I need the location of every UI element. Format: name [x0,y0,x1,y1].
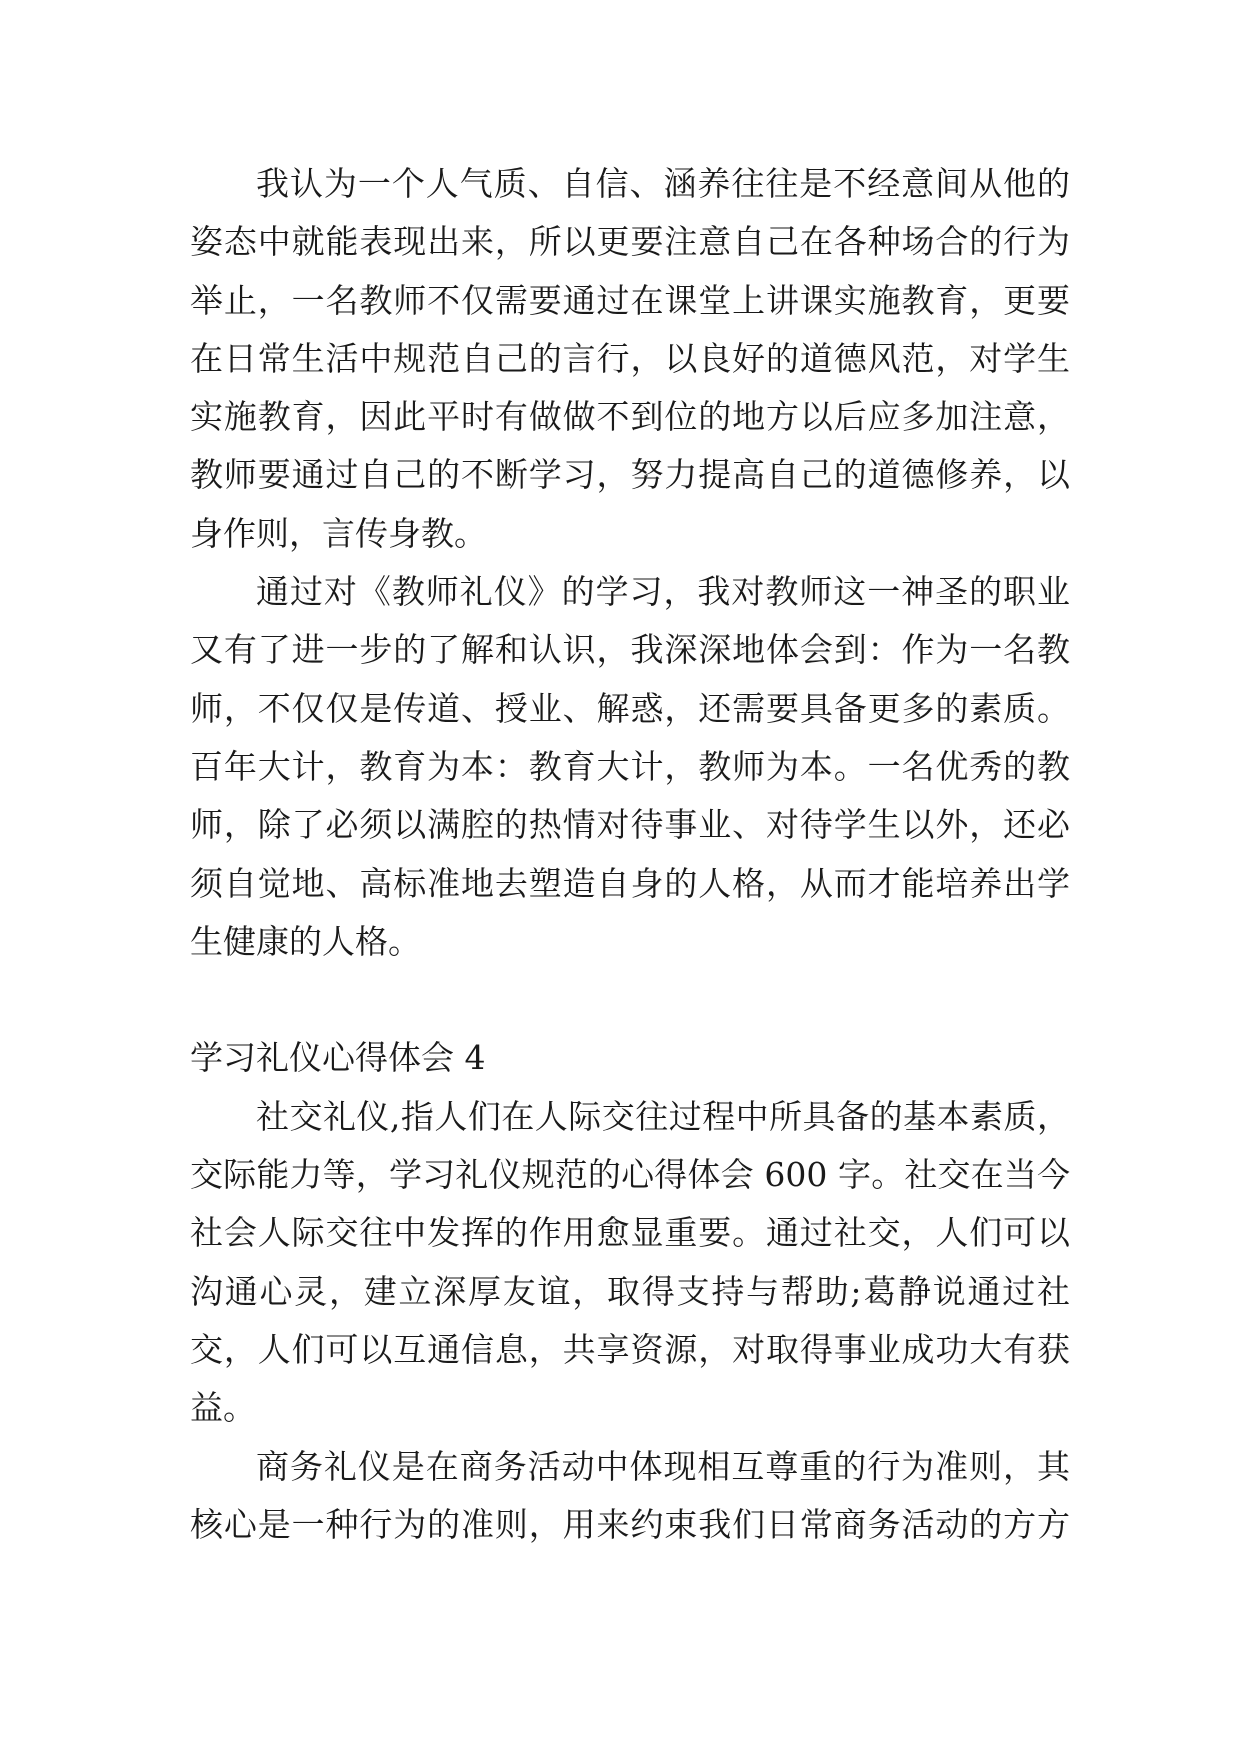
section-heading: 学习礼仪心得体会 4 [190,1038,486,1078]
section-spacer [190,971,1070,1029]
paragraph-line: 交际能力等，学习礼仪规范的心得体会 600 字。社交在当今 [190,1155,1070,1195]
paragraph-line: 姿态中就能表现出来，所以更要注意自己在各种场合的行为 [190,222,1070,262]
paragraph-line: 举止，一名教师不仅需要通过在课堂上讲课实施教育，更要 [190,280,1070,320]
paragraph-line: 百年大计，教育为本：教育大计，教师为本。一名优秀的教 [190,746,1070,786]
paragraph-line: 须自觉地、高标准地去塑造自身的人格，从而才能培养出学 [190,863,1070,903]
paragraph-line: 交，人们可以互通信息，共享资源，对取得事业成功大有获 [190,1329,1070,1369]
paragraph-line: 实施教育，因此平时有做做不到位的地方以后应多加注意， [190,397,1070,437]
paragraph-4 [190,1438,1070,1555]
paragraph-line: 沟通心灵，建立深厚友谊，取得支持与帮助;葛静说通过社 [190,1271,1070,1311]
paragraph-line: 在日常生活中规范自己的言行，以良好的道德风范，对学生 [190,338,1070,378]
paragraph-3 [190,1088,1070,1438]
paragraph-line: 我认为一个人气质、自信、涵养往往是不经意间从他的 [256,164,1070,203]
paragraph-2 [190,563,1070,971]
paragraph-1 [190,155,1070,563]
paragraph-line: 师，不仅仅是传道、授业、解惑，还需要具备更多的素质。 [190,688,1070,728]
paragraph-line: 核心是一种行为的准则，用来约束我们日常商务活动的方方 [190,1504,1070,1544]
paragraph-line: 身作则，言传身教。 [190,513,487,553]
paragraph-line: 社会人际交往中发挥的作用愈显重要。通过社交，人们可以 [190,1213,1070,1253]
paragraph-line: 社交礼仪,指人们在人际交往过程中所具备的基本素质， [256,1096,1070,1136]
paragraph-line: 师，除了必须以满腔的热情对待事业、对待学生以外，还必 [190,805,1070,845]
document-body [190,155,1070,1554]
paragraph-line: 生健康的人格。 [190,921,421,961]
paragraph-line: 通过对《教师礼仪》的学习，我对教师这一神圣的职业 [256,572,1070,612]
paragraph-line: 商务礼仪是在商务活动中体现相互尊重的行为准则，其 [256,1446,1070,1486]
paragraph-line: 教师要通过自己的不断学习，努力提高自己的道德修养，以 [190,455,1070,495]
paragraph-line: 又有了进一步的了解和认识，我深深地体会到：作为一名教 [190,630,1070,670]
paragraph-line: 益。 [190,1388,256,1428]
